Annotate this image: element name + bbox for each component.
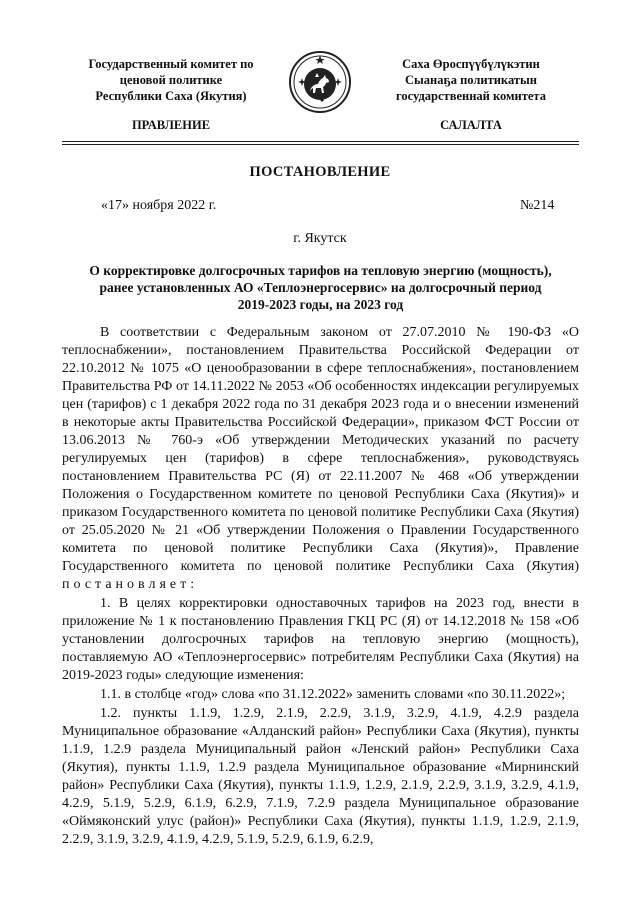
- header-rule-top: [62, 141, 579, 142]
- header-rule-bottom: [62, 144, 579, 145]
- header-right: [365, 56, 577, 104]
- subject-line-1: О корректировке долгосрочных тарифов на тепловую энергию (мощность),: [89, 263, 552, 278]
- header-left-line-3: Республики Саха (Якутия): [95, 89, 247, 103]
- document-date: «17» ноября 2022 г.: [101, 198, 217, 213]
- board-label-right: САЛАЛТА: [440, 118, 502, 132]
- coat-of-arms-icon: [288, 50, 352, 114]
- header-left-line-2: ценовой политике: [119, 73, 223, 87]
- header-left-line-1: Государственный комитет по: [88, 57, 254, 71]
- header-right-line-3: государственнай комитета: [396, 89, 546, 103]
- item-1-paragraph: 1. В целях корректировки одноставочных тарифов на 2023 год, внести в приложение № 1 к постановлению Правления ГКЦ РС (Я) от 14.12.2018 № 158 «Об установлении долгосрочных тарифов на тепловую энергию (мощность), поставляемую АО «Теплоэнергосервис» потребителям Республики Саха (Якутия) на 2019-2023 годы» следующие изменения:: [62, 596, 579, 683]
- board-label-left: ПРАВЛЕНИЕ: [131, 118, 211, 132]
- document-body: [62, 324, 579, 849]
- document-number: №214: [520, 198, 555, 213]
- header-right-line-2: Сыанаҕа политикатын: [405, 73, 537, 87]
- header-right-line-1: Саха Өроспүүбүлүкэтин: [402, 57, 540, 71]
- header-left: [66, 56, 276, 104]
- preamble-paragraph: [62, 324, 579, 594]
- coat-of-arms-emblem: [288, 50, 352, 114]
- document-subject: [62, 262, 579, 313]
- decree-word: постановляет:: [62, 577, 199, 592]
- subject-line-2: ранее установленных АО «Теплоэнергосервис» на долгосрочный период: [99, 280, 542, 295]
- subject-line-3: 2019-2023 годы, на 2023 год: [237, 297, 404, 312]
- item-1-2-paragraph: 1.2. пункты 1.1.9, 1.2.9, 2.1.9, 2.2.9, 3.1.9, 3.2.9, 4.1.9, 4.2.9 раздела Муниципальное образование «Алданский район» Республики Саха (Якутия), пункты 1.1.9, 1.2.9 раздела Муниципальный район «Ленский район» Республики Саха (Якутия), пункты 1.1.9, 1.2.9 раздела Муниципальное образование «Мирнинский район» Республики Саха (Якутия), пункты 1.1.9, 1.2.9, 2.1.9, 2.2.9, 3.1.9, 3.2.9, 4.1.9, 4.2.9, 5.1.9, 5.2.9, 6.1.9, 6.2.9, 7.1.9, 7.2.9 раздела Муниципальное образование «Оймяконский улус (район)» Республики Саха (Якутия), пункты 1.1.9, 1.2.9, 2.1.9, 2.2.9, 3.1.9, 3.2.9, 4.1.9, 4.2.9, 5.1.9, 5.2.9, 6.1.9, 6.2.9,: [62, 706, 579, 847]
- page-title: ПОСТАНОВЛЕНИЕ: [249, 164, 391, 180]
- preamble-text: В соответствии с Федеральным законом от 27.07.2010 № 190-ФЗ «О теплоснабжении», постановлением Правительства Российской Федерации от 22.10.2012 № 1075 «О ценообразовании в сфере теплоснабжения», постановлением Правительства РФ от 14.11.2022 № 2053 «Об особенностях индексации регулируемых цен (тарифов) с 1 декабря 2022 года по 31 декабря 2023 года и о внесении изменений в некоторые акты Правительства Российской Федерации», приказом ФСТ России от 13.06.2013 № 760-э «Об утверждении Методических указаний по расчету регулируемых цен (тарифов) в сфере теплоснабжения», руководствуясь постановлением Правительства РС (Я) от 22.11.2007 № 468 «Об утверждении Положения о Государственном комитете по ценовой Республики Саха (Якутия)» и приказом Государственного комитета по ценовой политике Республики Саха (Якутия) от 25.05.2020 № 21 «Об утверждении Положения о Правлении Государственного комитета по ценовой политике Республики Саха (Якутия)», Правление Государственного комитета по ценовой политике Республики Саха (Якутия): [62, 325, 579, 574]
- document-city: г. Якутск: [293, 231, 347, 246]
- item-1-1-paragraph: 1.1. в столбце «год» слова «по 31.12.2022» заменить словами «по 30.11.2022»;: [100, 687, 566, 702]
